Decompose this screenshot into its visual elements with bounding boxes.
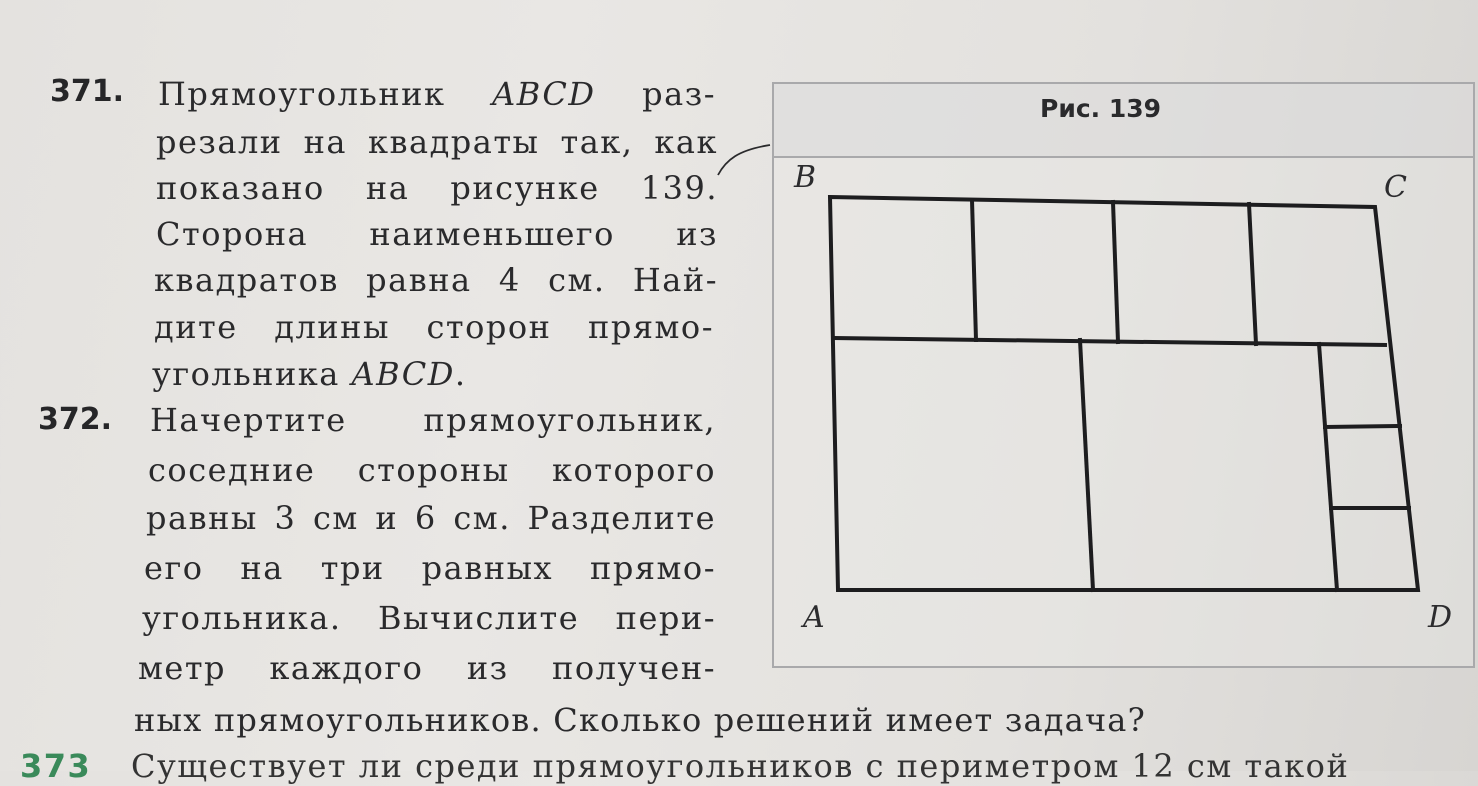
problem-372-line-2: соседние стороны которого: [148, 451, 716, 489]
problem-372-line-7: ных прямоугольников. Сколько решений имеет задача?: [134, 701, 1146, 739]
problem-371-number: 371.: [50, 74, 125, 109]
problem-371-line-6: дите длины сторон прямо-: [154, 308, 714, 346]
problem-371-line-5: квадратов равна 4 см. Най-: [154, 261, 718, 299]
problem-372-line-6: метр каждого из получен-: [138, 649, 716, 687]
vertex-label-d: D: [1428, 600, 1453, 635]
square-partition: [830, 197, 1418, 590]
problem-373-number: 373: [20, 747, 92, 785]
top-square-divider-1: [972, 200, 976, 340]
problem-371-line-1: Прямоугольник ABCD раз-: [158, 75, 716, 113]
vertex-label-a: A: [803, 600, 825, 635]
top-row-divider: [834, 338, 1385, 345]
top-square-divider-2: [1113, 202, 1118, 342]
small-column-divider: [1319, 344, 1337, 590]
top-square-divider-3: [1249, 204, 1256, 344]
rectangle-abcd: [830, 197, 1418, 590]
large-square-divider: [1080, 340, 1093, 590]
problem-372-line-4: его на три равных прямо-: [144, 549, 716, 587]
vertex-label-c: C: [1384, 170, 1407, 205]
problem-371-line-7: угольника ABCD.: [152, 355, 467, 393]
small-square-divider-1: [1325, 426, 1400, 427]
problem-371-line-3: показано на рисунке 139.: [156, 169, 718, 207]
problem-371-line-4: Сторона наименьшего из: [156, 215, 718, 253]
problem-372-line-1: Начертите прямоугольник,: [150, 401, 716, 439]
problem-371-line-2: резали на квадраты так, как: [156, 123, 718, 161]
problem-372-line-5: угольника. Вычислите пери-: [142, 599, 716, 637]
leader-line: [718, 145, 770, 175]
vertex-label-b: B: [794, 160, 817, 195]
problem-372-number: 372.: [38, 402, 113, 437]
problem-372-line-3: равны 3 см и 6 см. Разделите: [146, 499, 716, 537]
problem-373-line-1: Существует ли среди прямоугольников с периметром 12 см такой: [130, 747, 1350, 785]
figure-caption: Рис. 139: [1040, 94, 1162, 123]
